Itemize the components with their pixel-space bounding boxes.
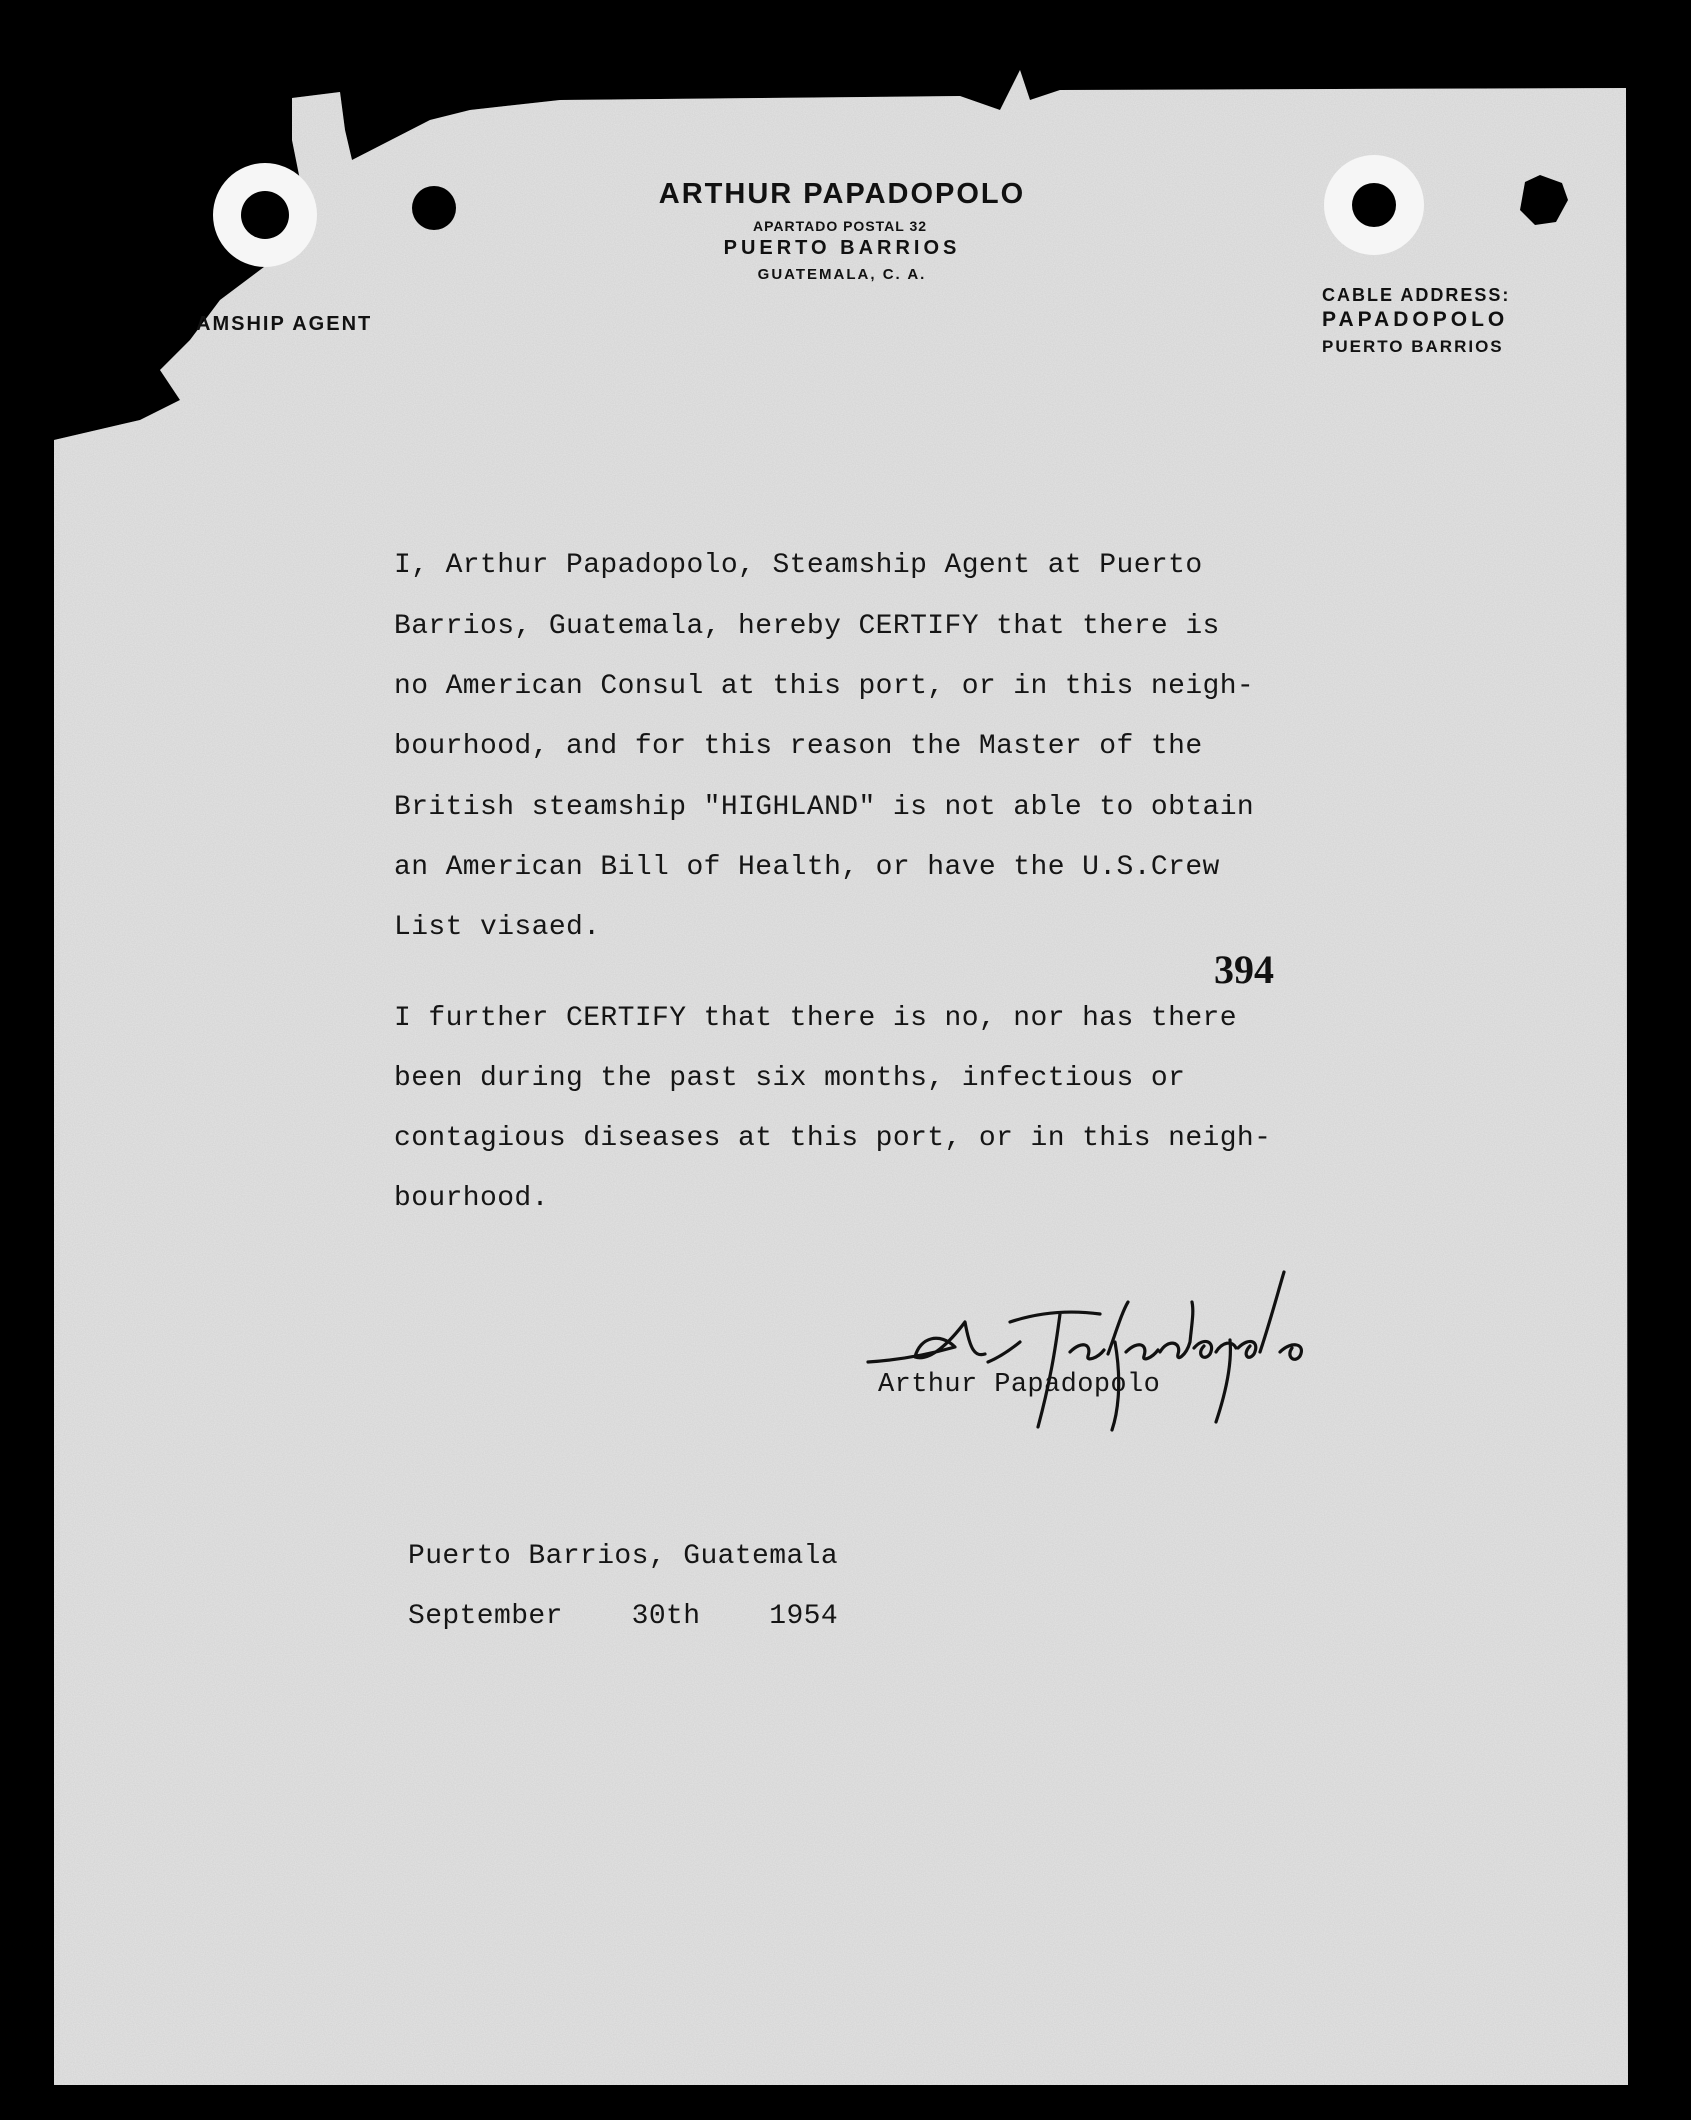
paragraph2-line: contagious diseases at this port, or in this neigh-: [394, 1123, 1272, 1154]
letterhead-agent-title: AMSHIP AGENT: [196, 313, 373, 335]
paragraph2-line: been during the past six months, infectious or: [394, 1063, 1186, 1094]
signature-typed-name: Arthur Papadopolo: [878, 1370, 1161, 1400]
letterhead-country: GUATEMALA, C. A.: [757, 266, 927, 283]
paragraph1-line: Barrios, Guatemala, hereby CERTIFY that there is: [394, 611, 1220, 642]
punch-hole-left-inner: [412, 186, 456, 230]
cable-address-label: CABLE ADDRESS:: [1322, 285, 1511, 305]
footer-date: September 30th 1954: [408, 1601, 839, 1632]
paragraph2-line: bourhood.: [394, 1183, 549, 1214]
paragraph1-line: British steamship "HIGHLAND" is not able to obtain: [394, 792, 1255, 823]
paragraph1-line: I, Arthur Papadopolo, Steamship Agent at Puerto: [394, 550, 1203, 581]
paragraph1-line: List visaed.: [394, 912, 601, 943]
document-number-stamp: 394: [1214, 947, 1274, 992]
handwritten-signature: [860, 1262, 1360, 1432]
paragraph1-line: bourhood, and for this reason the Master of the: [394, 731, 1203, 762]
paragraph1-line: no American Consul at this port, or in this neigh-: [394, 671, 1255, 702]
letterhead-postal: APARTADO POSTAL 32: [752, 218, 928, 234]
cable-address-name: PAPADOPOLO: [1322, 308, 1509, 331]
paragraph1-line: an American Bill of Health, or have the U.S.Crew: [394, 852, 1220, 883]
cable-address-city: PUERTO BARRIOS: [1322, 337, 1504, 356]
letterhead-city: PUERTO BARRIOS: [723, 237, 961, 259]
footer-place: Puerto Barrios, Guatemala: [408, 1541, 839, 1572]
paragraph2-line: I further CERTIFY that there is no, nor has there: [394, 1003, 1237, 1034]
letterhead-name: ARTHUR PAPADOPOLO: [658, 178, 1026, 210]
